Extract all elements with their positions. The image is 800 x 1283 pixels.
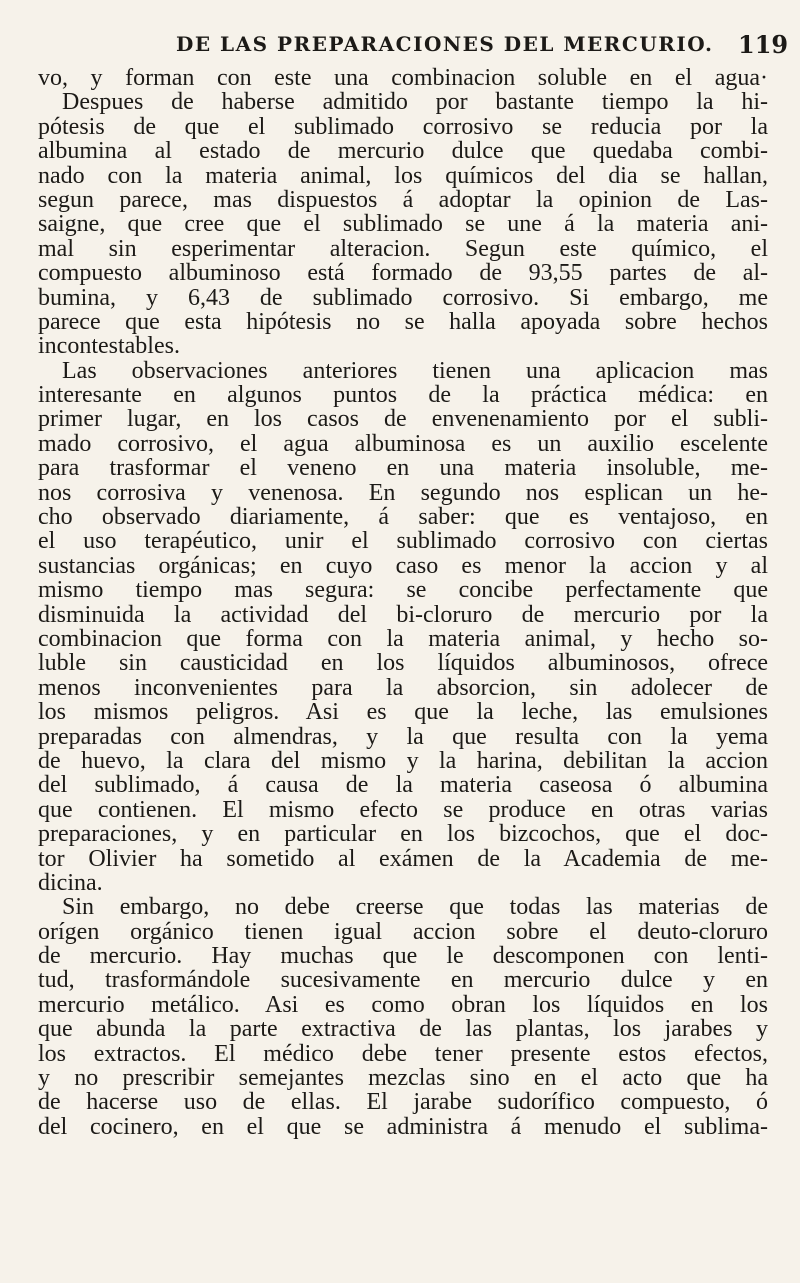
- text-line: parece que esta hipótesis no se halla apoyada sobre hechos: [38, 308, 768, 335]
- text-line: mal sin esperimentar alteracion. Segun este químico, el: [38, 235, 768, 262]
- text-line: Sin embargo, no debe creerse que todas las materias de: [62, 894, 768, 921]
- text-line: mado corrosivo, el agua albuminosa es un auxilio escelente: [38, 430, 768, 457]
- running-head: [0, 30, 800, 62]
- text-line: luble sin causticidad en los líquidos albuminosos, ofrece: [38, 650, 768, 677]
- text-line: primer lugar, en los casos de envenenamiento por el subli-: [38, 406, 768, 433]
- text-line: de mercurio. Hay muchas que le descomponen con lenti-: [38, 943, 768, 970]
- text-line: de huevo, la clara del mismo y la harina, debilitan la accion: [38, 747, 768, 774]
- body-text: [38, 66, 768, 1139]
- text-line: nado con la materia animal, los químicos del dia se hallan,: [38, 162, 768, 189]
- text-line: del sublimado, á causa de la materia caseosa ó albumina: [38, 772, 768, 799]
- text-line: nos corrosiva y venenosa. En segundo nos esplican un he-: [38, 479, 768, 506]
- text-line: dicina.: [38, 869, 103, 896]
- text-line: albumina al estado de mercurio dulce que quedaba combi-: [38, 138, 768, 165]
- text-line: sustancias orgánicas; en cuyo caso es menor la accion y al: [38, 552, 768, 579]
- text-line: que contienen. El mismo efecto se produce en otras varias: [38, 796, 768, 823]
- text-line: combinacion que forma con la materia animal, y hecho so-: [38, 625, 768, 652]
- text-line: cho observado diariamente, á saber: que es ventajoso, en: [38, 504, 768, 531]
- text-line: incontestables.: [38, 333, 180, 360]
- text-line: segun parece, mas dispuestos á adoptar la opinion de Las-: [38, 186, 768, 213]
- text-line: los extractos. El médico debe tener presente estos efectos,: [38, 1040, 768, 1067]
- text-line: bumina, y 6,43 de sublimado corrosivo. Si embargo, me: [38, 284, 768, 311]
- text-line: disminuida la actividad del bi-cloruro de mercurio por la: [38, 601, 768, 628]
- text-line: preparadas con almendras, y la que resulta con la yema: [38, 723, 768, 750]
- text-line: de hacerse uso de ellas. El jarabe sudorífico compuesto, ó: [38, 1089, 768, 1116]
- text-line: Despues de haberse admitido por bastante tiempo la hi-: [62, 89, 768, 116]
- text-line: tud, trasformándole sucesivamente en mercurio dulce y en: [38, 967, 768, 994]
- text-line: los mismos peligros. Asi es que la leche, las emulsiones: [38, 699, 768, 726]
- text-line: que abunda la parte extractiva de las plantas, los jarabes y: [38, 1016, 768, 1043]
- page-number: 119: [738, 30, 789, 59]
- text-line: el uso terapéutico, unir el sublimado corrosivo con ciertas: [38, 528, 768, 555]
- text-line: y no prescribir semejantes mezclas sino en el acto que ha: [38, 1065, 768, 1092]
- text-line: orígen orgánico tienen igual accion sobre el deuto-cloruro: [38, 918, 768, 945]
- text-line: preparaciones, y en particular en los bizcochos, que el doc-: [38, 821, 768, 848]
- text-line: compuesto albuminoso está formado de 93,55 partes de al-: [38, 260, 768, 287]
- text-line: tor Olivier ha sometido al exámen de la Academia de me-: [38, 845, 768, 872]
- running-title: DE LAS PREPARACIONES DEL MERCURIO.: [176, 32, 714, 56]
- text-line: pótesis de que el sublimado corrosivo se reducia por la: [38, 113, 768, 140]
- text-line: mismo tiempo mas segura: se concibe perfectamente que: [38, 577, 768, 604]
- text-line: menos inconvenientes para la absorcion, sin adolecer de: [38, 674, 768, 701]
- text-line: del cocinero, en el que se administra á menudo el sublima-: [38, 1113, 768, 1140]
- text-line: para trasformar el veneno en una materia insoluble, me-: [38, 455, 768, 482]
- text-line: interesante en algunos puntos de la práctica médica: en: [38, 382, 768, 409]
- text-line: saigne, que cree que el sublimado se une á la materia ani-: [38, 211, 768, 238]
- text-line: Las observaciones anteriores tienen una aplicacion mas: [62, 357, 768, 384]
- text-line: mercurio metálico. Asi es como obran los líquidos en los: [38, 991, 768, 1018]
- text-line: vo, y forman con este una combinacion soluble en el agua·: [38, 65, 768, 91]
